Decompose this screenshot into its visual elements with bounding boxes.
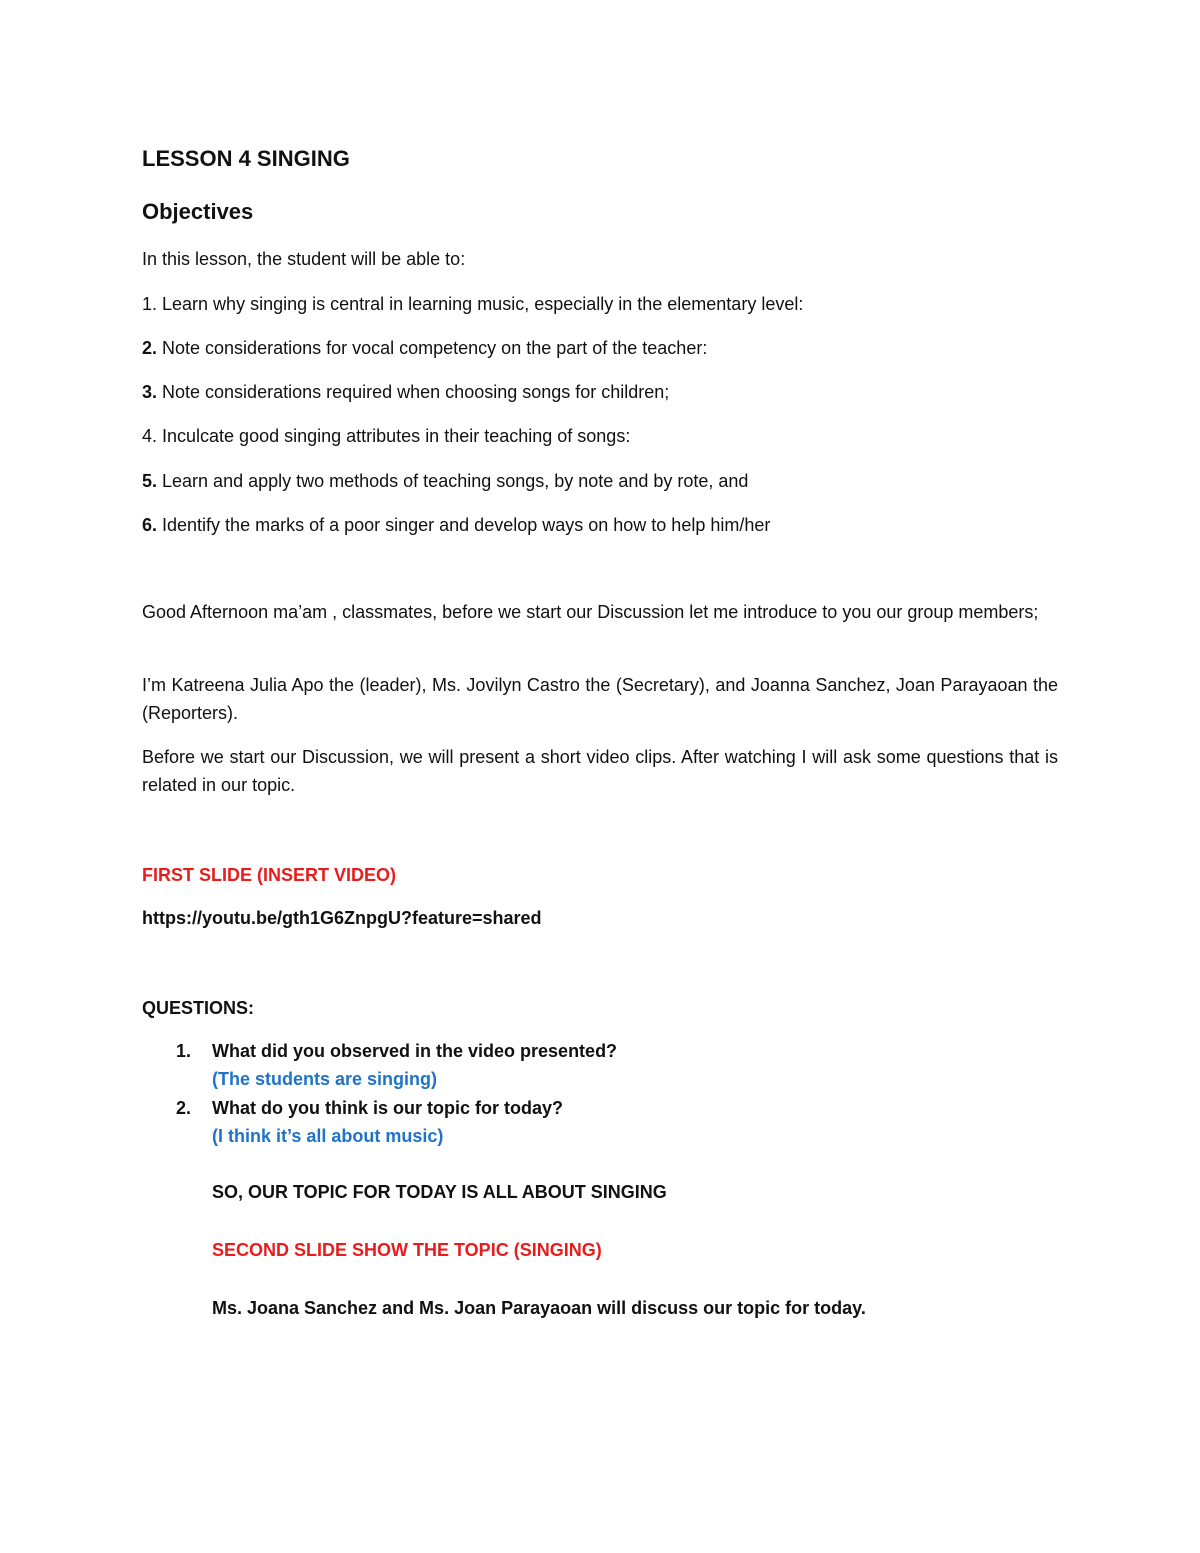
objective-text: Learn and apply two methods of teaching songs, by note and by rote, and — [157, 471, 749, 491]
greeting-paragraph: Good Afternoon ma’am , classmates, before we start our Discussion let me introduce to you our group members; — [142, 602, 1039, 622]
objective-number: 4. — [142, 426, 158, 446]
video-intro-paragraph: Before we start our Discussion, we will present a short video clips. After watching I will ask some questions that is related in our topic. — [142, 747, 1058, 795]
objective-item — [142, 511, 770, 539]
question-number: 2. — [176, 1098, 192, 1118]
discussants-statement: Ms. Joana Sanchez and Ms. Joan Parayaoan will discuss our topic for today. — [212, 1298, 866, 1318]
objective-number: 1. — [142, 294, 158, 314]
objective-text: Identify the marks of a poor singer and develop ways on how to help him/her — [157, 515, 771, 535]
first-slide-note: FIRST SLIDE (INSERT VIDEO) — [142, 865, 397, 885]
objective-item — [142, 290, 803, 318]
topic-statement: SO, OUR TOPIC FOR TODAY IS ALL ABOUT SINGING — [212, 1182, 667, 1202]
objective-item — [142, 422, 630, 450]
objective-number: 5. — [142, 471, 158, 491]
question-text: What do you think is our topic for today? — [212, 1098, 563, 1118]
questions-heading: QUESTIONS: — [142, 998, 255, 1018]
objectives-heading: Objectives — [142, 199, 254, 224]
objective-number: 2. — [142, 338, 158, 358]
video-link[interactable]: https://youtu.be/gth1G6ZnpgU?feature=shared — [142, 908, 542, 928]
question-number: 1. — [176, 1041, 192, 1061]
objective-item — [142, 467, 748, 495]
question-text: What did you observed in the video presented? — [212, 1041, 618, 1061]
lesson-title: LESSON 4 SINGING — [142, 146, 350, 171]
objective-text: Learn why singing is central in learning music, especially in the elementary level: — [157, 294, 804, 314]
question-answer: (I think it’s all about music) — [212, 1126, 444, 1146]
objective-number: 3. — [142, 382, 158, 402]
objective-text: Inculcate good singing attributes in their teaching of songs: — [157, 426, 631, 446]
objective-text: Note considerations for vocal competency on the part of the teacher: — [157, 338, 708, 358]
objective-item — [142, 334, 707, 362]
objectives-intro: In this lesson, the student will be able to: — [142, 249, 466, 269]
objective-number: 6. — [142, 515, 158, 535]
members-paragraph: I’m Katreena Julia Apo the (leader), Ms. Jovilyn Castro the (Secretary), and Joanna Sanchez, Joan Parayaoan the (Reporters). — [142, 675, 1058, 723]
second-slide-note: SECOND SLIDE SHOW THE TOPIC (SINGING) — [212, 1240, 602, 1260]
objective-item — [142, 378, 669, 406]
objective-text: Note considerations required when choosing songs for children; — [157, 382, 670, 402]
question-answer: (The students are singing) — [212, 1069, 438, 1089]
